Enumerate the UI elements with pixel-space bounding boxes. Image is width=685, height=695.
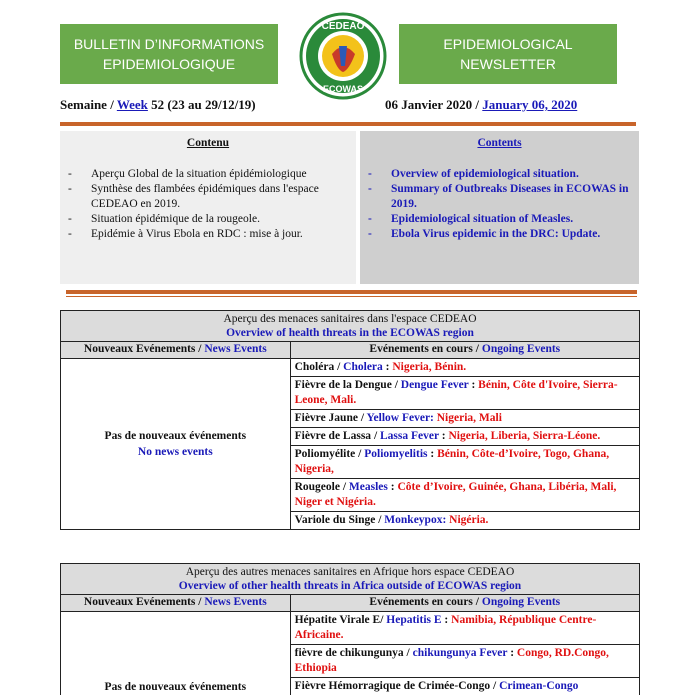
event-en: Cholera [343, 361, 383, 373]
event-en: chikungunya Fever [412, 647, 508, 659]
header-rule [60, 122, 636, 126]
contents-en-item: - Epidemiological situation of Measles. [368, 212, 631, 227]
table1-col-new-en: News Events [204, 343, 267, 355]
contents-en-item: - Summary of Outbreaks Diseases in ECOWAS in 2019. [368, 182, 631, 212]
event-countries: Côte d’Ivoire, Guinée, Ghana, Libéria, Mali, Niger et Nigéria. [294, 481, 617, 508]
week-date-line [60, 97, 640, 115]
table2-col-new-fr: Nouveaux Evénements [83, 596, 196, 608]
table2-title-en: Overview of other health threats in Africa outside of ECOWAS region [178, 580, 522, 592]
event-fr: fièvre de chikungunya [294, 647, 404, 659]
table2-col-ongoing-fr: Evénements en cours [369, 596, 473, 608]
event-measles: Rougeole / Measles : Côte d’Ivoire, Guinée, Ghana, Libéria, Mali, Niger et Nigéria. [290, 479, 639, 512]
week-label [60, 97, 256, 113]
table1-title-en: Overview of health threats in the ECOWAS region [226, 327, 474, 339]
event-cchf: Fièvre Hémorragique de Crimée-Congo / Crimean-Congo [290, 678, 639, 695]
event-fr: Hépatite Virale E [294, 614, 381, 626]
contents-fr-item: - Situation épidémique de la rougeole. [68, 212, 348, 227]
event-yellow-fever: Fièvre Jaune / Yellow Fever: Nigeria, Mali [290, 410, 639, 428]
date-en: January 06, 2020 [482, 97, 578, 112]
event-fr: Variole du Singe [294, 514, 376, 526]
table2-title [61, 564, 640, 595]
week-en: Week [116, 97, 148, 112]
date-fr: 06 Janvier 2020 [385, 97, 473, 112]
section-rule [66, 290, 637, 294]
no-events-en: No news events [137, 446, 213, 458]
contents-fr-list [68, 167, 348, 242]
contents-fr-panel [60, 131, 356, 284]
event-fr: Choléra [294, 361, 335, 373]
no-events-fr: Pas de nouveaux événements [104, 430, 247, 442]
event-fr: Rougeole [294, 481, 340, 493]
event-en: Crimean-Congo [499, 680, 579, 692]
event-dengue: Fièvre de la Dengue / Dengue Fever : Bénin, Côte d'Ivoire, Sierra-Leone, Mali. [290, 377, 639, 410]
event-en: Hepatitis E [386, 614, 442, 626]
event-en: Poliomyelitis [364, 448, 428, 460]
table1-col-new-fr: Nouveaux Evénements [83, 343, 196, 355]
contents-en-item: - Overview of epidemiological situation. [368, 167, 631, 182]
event-countries: Congo, RD.Congo, Ethiopia [294, 647, 609, 674]
event-fr: Fièvre de la Dengue [294, 379, 392, 391]
contents-en-item: - Ebola Virus epidemic in the DRC: Update. [368, 227, 631, 242]
contents-en-list [368, 167, 631, 242]
event-fr: Fièvre Jaune [294, 412, 358, 424]
event-countries: Nigeria, Mali [436, 412, 502, 424]
ecowas-threats-table [60, 310, 640, 530]
event-fr: Fièvre de Lassa [294, 430, 372, 442]
contents-fr-item: - Synthèse des flambées épidémiques dans l'espace CEDEAO en 2019. [68, 182, 348, 212]
contents-fr-item: - Aperçu Global de la situation épidémiologique [68, 167, 348, 182]
table2-col-ongoing: Evénements en cours / Ongoing Events [290, 595, 639, 612]
table1-col-ongoing-en: Ongoing Events [481, 343, 561, 355]
header-fr-title-box [60, 24, 278, 84]
event-countries: Namibia, République Centre- Africaine. [294, 614, 597, 641]
header-fr-title-line2: EPIDEMIOLOGIQUE [102, 56, 236, 72]
header-en-title-line2: NEWSLETTER [460, 56, 556, 72]
table1-title-fr: Aperçu des menaces sanitaires dans l'espace CEDEAO [223, 313, 477, 325]
event-fr: Poliomyélite [294, 448, 356, 460]
event-countries: Nigéria. [449, 514, 489, 526]
event-cholera: Choléra / Cholera : Nigeria, Bénin. [290, 359, 639, 377]
contents-fr-title: Contenu [186, 137, 230, 149]
table1-col-new: Nouveaux Evénements / News Events [61, 342, 291, 359]
contents-en-panel [360, 131, 639, 284]
table2-col-new: Nouveaux Evénements / News Events [61, 595, 291, 612]
table2-no-events [61, 612, 291, 695]
table2-col-new-en: News Events [204, 596, 267, 608]
logo-bottom-text: ECOWAS [322, 84, 364, 94]
ecowas-logo-icon [299, 12, 387, 100]
event-countries: Nigeria, Bénin. [392, 361, 467, 373]
event-hepatitis-e: Hépatite Virale E/ Hepatitis E : Namibia, République Centre- Africaine. [290, 612, 639, 645]
table1-title [61, 311, 640, 342]
contents-en-title: Contents [477, 137, 522, 149]
event-monkeypox: Variole du Singe / Monkeypox: Nigéria. [290, 512, 639, 530]
week-fr: Semaine [60, 97, 107, 112]
event-en: Monkeypox: [384, 514, 447, 526]
event-countries: Bénin, Côte d'Ivoire, Sierra-Leone, Mali. [294, 379, 618, 406]
table1-no-events [61, 359, 291, 530]
contents-fr-item: - Epidémie à Virus Ebola en RDC : mise à jour. [68, 227, 348, 242]
event-en: Measles [348, 481, 388, 493]
table2-title-fr: Aperçu des autres menaces sanitaires en Afrique hors espace CEDEAO [185, 566, 515, 578]
event-en: Dengue Fever [400, 379, 469, 391]
header-en-title-line1: EPIDEMIOLOGICAL [443, 36, 573, 52]
header-fr-title-line1: BULLETIN D’INFORMATIONS [73, 36, 265, 52]
event-polio: Poliomyélite / Poliomyelitis : Bénin, Côte-d’Ivoire, Togo, Ghana, Nigeria, [290, 446, 639, 479]
event-en: Lassa Fever [380, 430, 439, 442]
table1-col-ongoing-fr: Evénements en cours [369, 343, 473, 355]
africa-threats-table [60, 563, 640, 695]
issue-date [385, 97, 577, 113]
event-en: Yellow Fever: [366, 412, 434, 424]
logo-top-text: CEDEAO [321, 21, 365, 32]
no-events-fr: Pas de nouveaux événements [104, 681, 247, 693]
table-row [61, 612, 640, 645]
table2-col-ongoing-en: Ongoing Events [481, 596, 561, 608]
event-countries: Bénin, Côte-d’Ivoire, Togo, Ghana, Nigeria, [294, 448, 610, 475]
section-rule-thin [66, 296, 637, 297]
event-fr: Fièvre Hémorragique de Crimée-Congo [294, 680, 491, 692]
table-row [61, 359, 640, 377]
event-countries: Nigeria, Liberia, Sierra-Léone. [448, 430, 601, 442]
event-lassa: Fièvre de Lassa / Lassa Fever : Nigeria, Liberia, Sierra-Léone. [290, 428, 639, 446]
week-sep: / [106, 97, 117, 112]
week-range: 52 (23 au 29/12/19) [147, 97, 256, 112]
event-chikungunya: fièvre de chikungunya / chikungunya Fever : Congo, RD.Congo, Ethiopia [290, 645, 639, 678]
header-en-title-box [399, 24, 617, 84]
table1-col-ongoing: Evénements en cours / Ongoing Events [290, 342, 639, 359]
date-sep: / [472, 97, 483, 112]
